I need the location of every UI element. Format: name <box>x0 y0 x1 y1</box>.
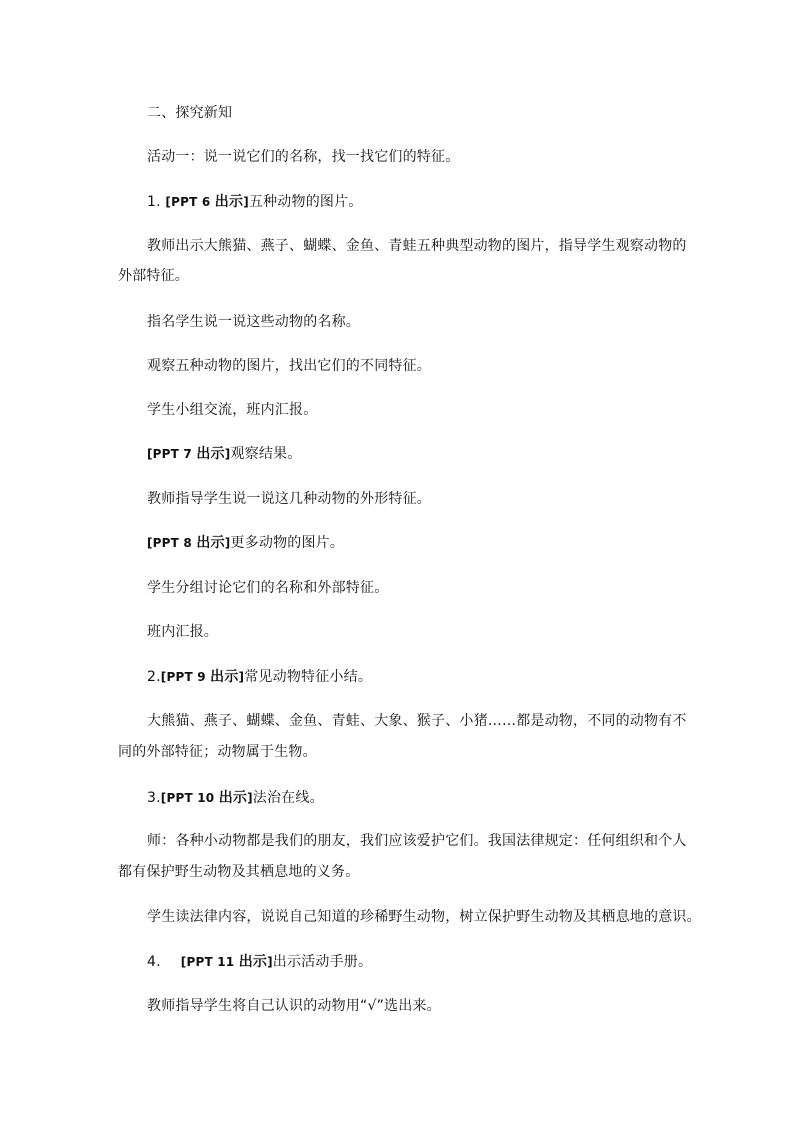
paragraph-line: 都有保护野生动物及其栖息地的义务。 <box>118 864 360 880</box>
ppt-tag: [PPT 11 出示] <box>180 954 273 970</box>
ppt-tag: [PPT 9 出示] <box>160 669 245 685</box>
item-number: 1. <box>147 194 166 210</box>
item-text: 观察结果。 <box>230 446 302 462</box>
item-1 <box>147 191 363 213</box>
item-text: 五种动物的图片。 <box>248 194 363 210</box>
paragraph-line: 观察五种动物的图片，找出它们的不同特征。 <box>147 358 431 374</box>
paragraph-line: 外部特征。 <box>118 268 189 284</box>
item-text: 常见动物特征小结。 <box>244 669 373 685</box>
item-2 <box>147 666 372 688</box>
ppt-tag: [PPT 10 出示] <box>160 790 253 806</box>
paragraph-line: 学生读法律内容，说说自己知道的珍稀野生动物，树立保护野生动物及其栖息地的意识。 <box>147 909 701 925</box>
item-text: 更多动物的图片。 <box>230 535 345 551</box>
item-4 <box>147 951 372 973</box>
paragraph-line: 教师出示大熊猫、燕子、蝴蝶、金鱼、青蛙五种典型动物的图片，指导学生观察动物的 <box>147 238 687 254</box>
paragraph-line: 指名学生说一说这些动物的名称。 <box>147 314 360 330</box>
activity-title: 活动一：说一说它们的名称，找一找它们的特征。 <box>147 149 460 165</box>
paragraph-line: 教师指导学生将自己认识的动物用“√”选出来。 <box>147 998 441 1014</box>
item-number: 3. <box>147 790 161 806</box>
ppt-8-line <box>147 532 344 554</box>
ppt-tag: [PPT 8 出示] <box>147 535 231 551</box>
ppt-7-line <box>147 443 301 465</box>
paragraph-line: 学生小组交流，班内汇报。 <box>147 402 318 418</box>
paragraph-line: 学生分组讨论它们的名称和外部特征。 <box>147 580 389 596</box>
item-text: 法治在线。 <box>252 790 324 806</box>
item-text: 出示活动手册。 <box>272 954 373 970</box>
paragraph-line: 师：各种小动物都是我们的朋友，我们应该爱护它们。我国法律规定：任何组织和个人 <box>147 833 687 849</box>
item-number: 2. <box>147 669 161 685</box>
ppt-tag: [PPT 7 出示] <box>147 446 231 462</box>
section-title: 二、探究新知 <box>147 105 233 121</box>
paragraph-line: 教师指导学生说一说这几种动物的外形特征。 <box>147 491 431 507</box>
paragraph-line: 大熊猫、燕子、蝴蝶、金鱼、青蛙、大象、猴子、小猪……都是动物，不同的动物有不 <box>147 713 687 729</box>
item-3 <box>147 787 324 809</box>
paragraph-line: 同的外部特征；动物属于生物。 <box>118 744 317 760</box>
item-number: 4. <box>147 954 161 970</box>
ppt-tag: [PPT 6 出示] <box>165 194 249 210</box>
paragraph-line: 班内汇报。 <box>147 624 218 640</box>
